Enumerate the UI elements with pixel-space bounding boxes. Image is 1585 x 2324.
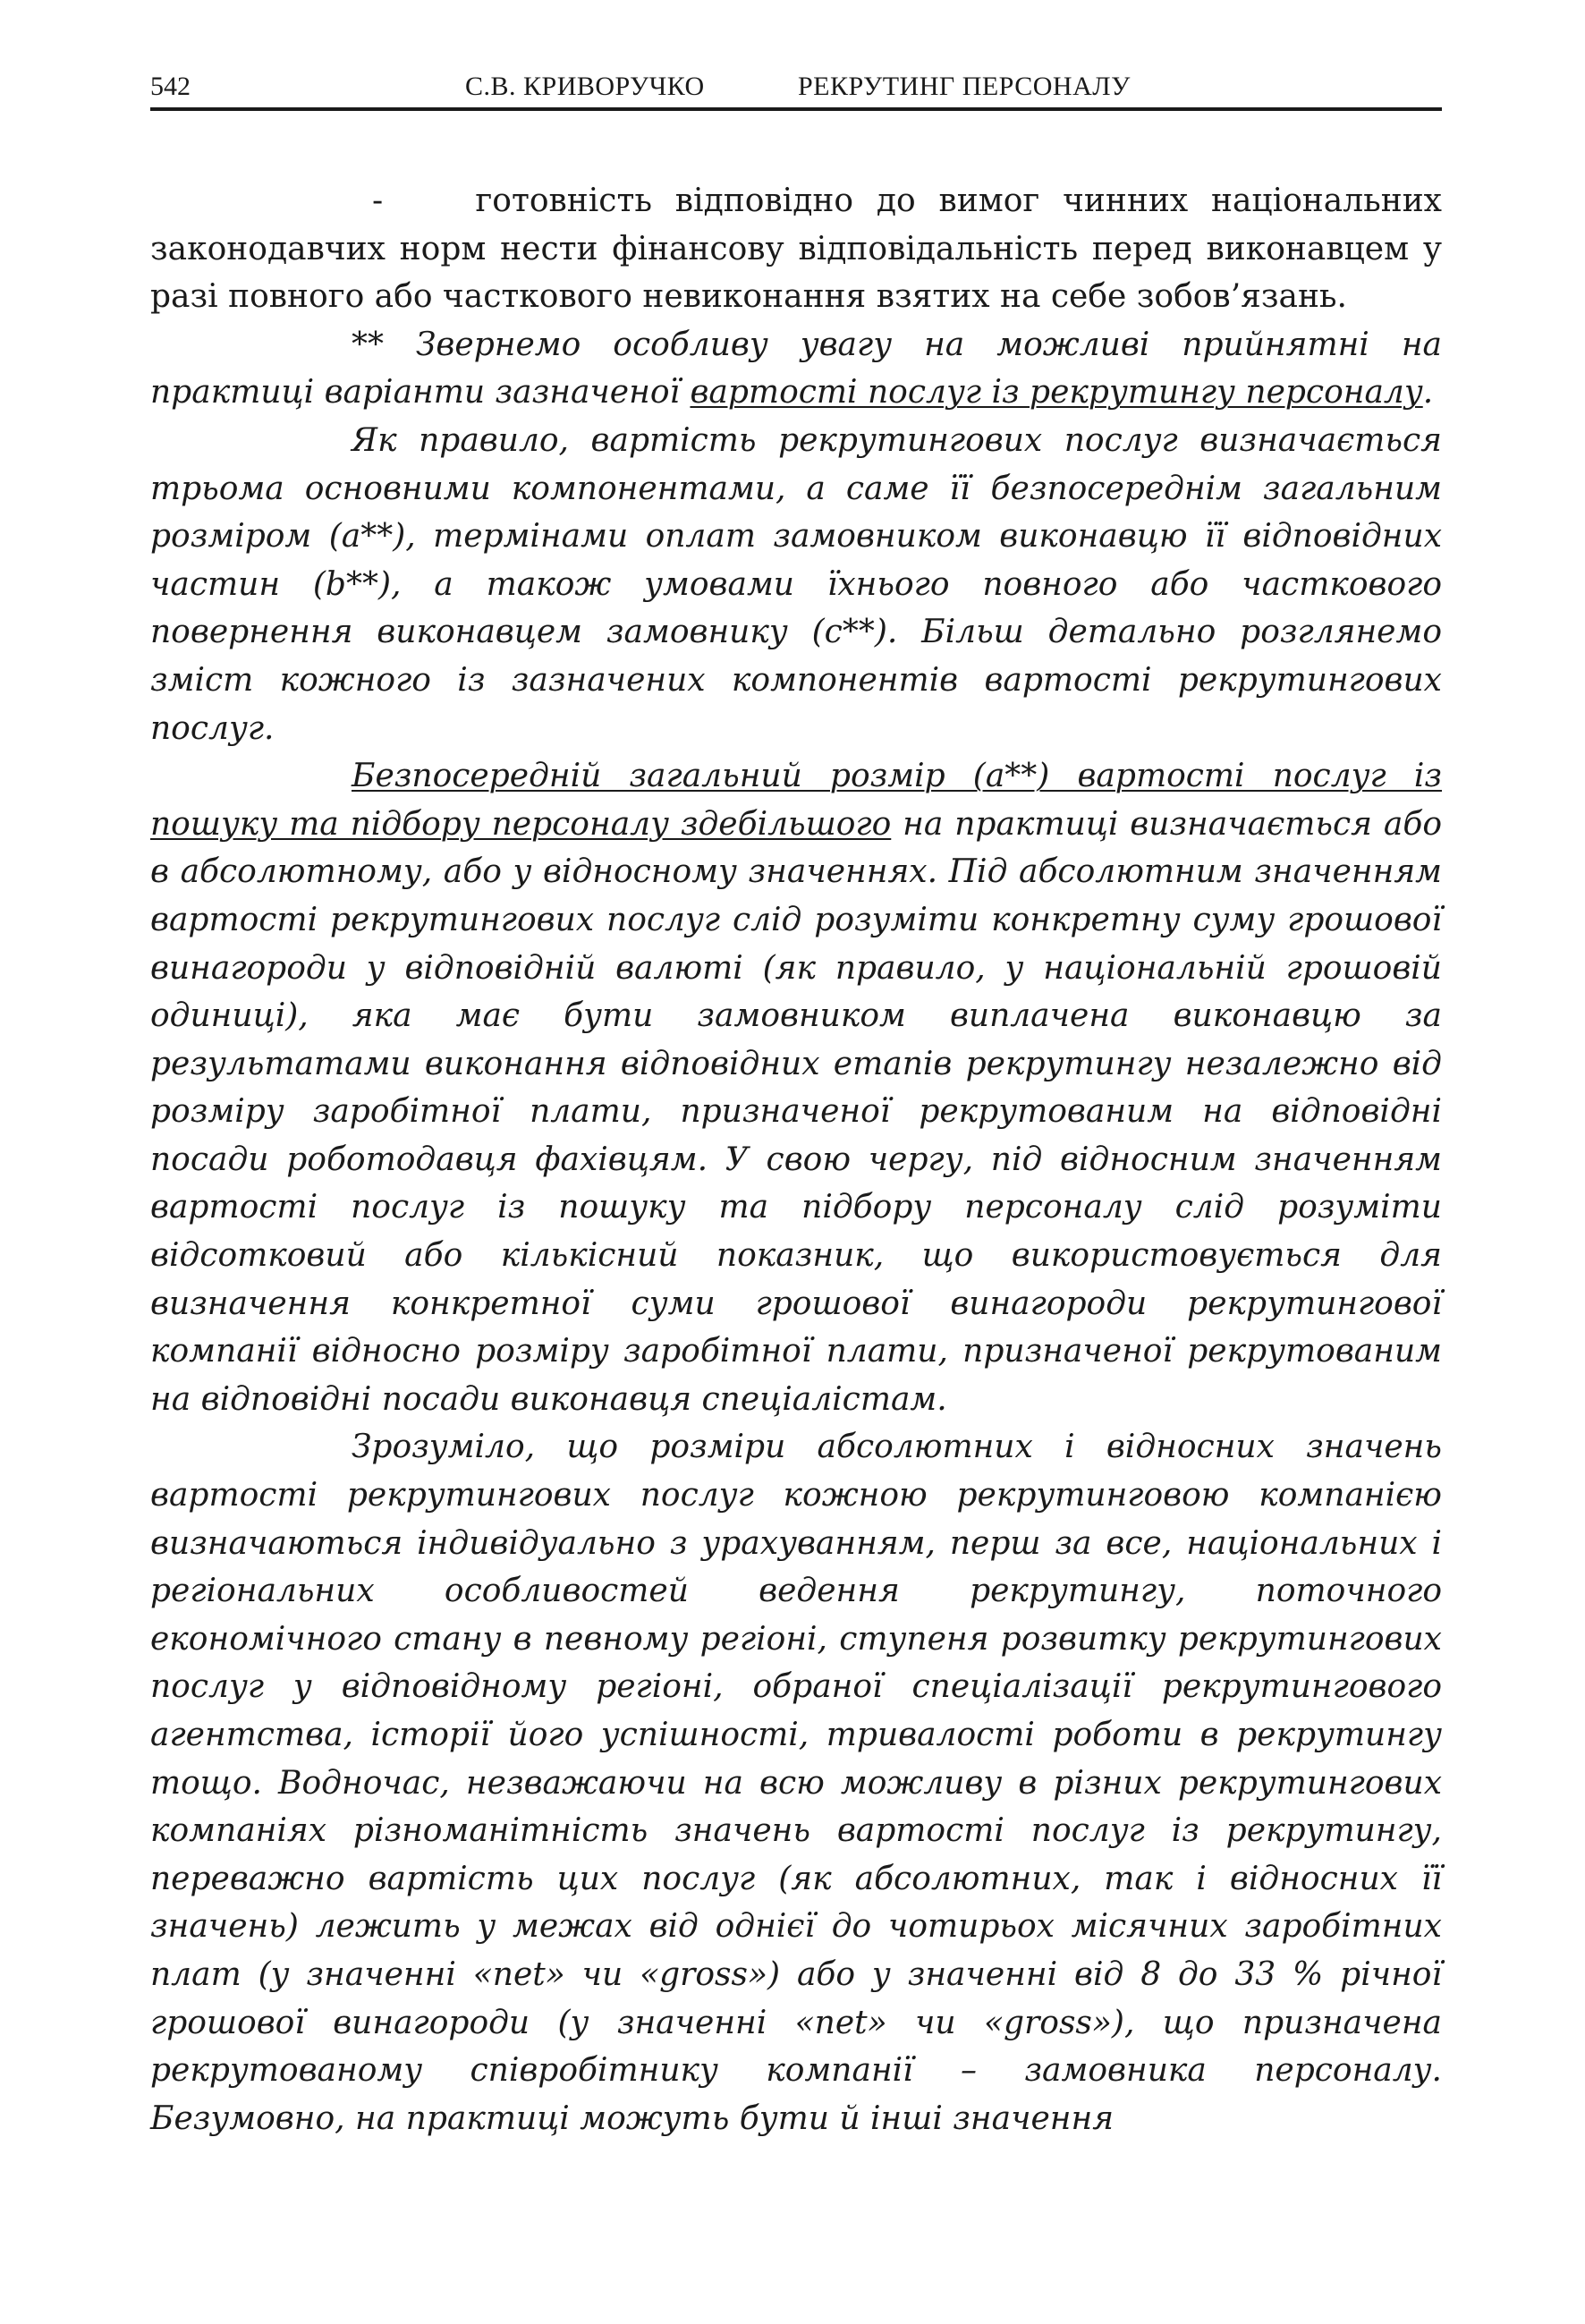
header-title: РЕКРУТИНГ ПЕРСОНАЛУ [798, 72, 1131, 101]
paragraph-bullet [150, 177, 1442, 321]
underlined-term: Безпосередній загальний розмір (а**) вартості послуг із пошуку та підбору персоналу здебільшого [150, 758, 1442, 843]
bullet-dash: - [372, 182, 384, 219]
note-lead: ** Звернемо особливу увагу на можливі прийнятні на практиці варіанти зазначеної [150, 326, 1442, 411]
header-rule [150, 107, 1442, 111]
body-text [150, 177, 1442, 2142]
page-number: 542 [150, 72, 191, 101]
paragraph-note [150, 321, 1442, 417]
running-header [150, 64, 1442, 109]
bullet-text: готовність відповідно до вимог чинних національних законодавчих норм нести фінансову відповідальність перед виконавцем у разі повного або часткового невиконання взятих на себе зобов’язань. [150, 182, 1442, 316]
note-underlined: вартості послуг із рекрутингу персоналу [690, 374, 1423, 411]
paragraph-rest: на практиці визначається або в абсолютному, або у відносному значеннях. Під абсолютним значенням вартості рекрутингових послуг слід розуміти конкретну суму грошової винагороди у відповідній валюті (як правило, у національній грошовій одиниці), яка має бути замовником виплачена виконавцю за результатами виконання відповідних етапів рекрутингу незалежно від розміру заробітної плати, призначеної рекрутованим на відповідні посади роботодавця фахівцям. У свою чергу, під відносним значенням вартості послуг із пошуку та підбору персоналу слід розуміти відсотковий або кількісний показник, що використовується для визначення конкретної суми грошової винагороди рекрутингової компанії відносно розміру заробітної плати, призначеної рекрутованим на відповідні посади виконавця спеціалістам. [150, 805, 1442, 1418]
paragraph-absolute-relative [150, 752, 1442, 1423]
paragraph-pricing-range: Зрозуміло, що розміри абсолютних і відносних значень вартості рекрутингових послуг кожною рекрутинговою компанією визначаються індивідуально з урахуванням, перш за все, національних і регіональних особливостей ведення рекрутингу, поточного економічного стану в певному регіоні, ступеня розвитку рекрутингових послуг у відповідному регіоні, обраної спеціалізації рекрутингового агентства, історії його успішності, тривалості роботи в рекрутингу тощо. Водночас, незважаючи на всю можливу в різних рекрутингових компаніях різноманітність значень вартості послуг із рекрутингу, переважно вартість цих послуг (як абсолютних, так і відносних її значень) лежить у межах від однієї до чотирьох місячних заробітних плат (у значенні «net» чи «gross») або у значенні від 8 до 33 % річної грошової винагороди (у значенні «net» чи «gross»), що призначена рекрутованому співробітнику компанії – замовника персоналу. Безумовно, на практиці можуть бути й інші значення [150, 1429, 1442, 2137]
paragraph-components: Як правило, вартість рекрутингових послуг визначається трьома основними компонентами, а саме її безпосереднім загальним розміром (а**), термінами оплат замовником виконавцю її відповідних частин (b**), а також умовами їхнього повного або часткового повернення виконавцем замовнику (c**). Більш детально розглянемо зміст кожного із зазначених компонентів вартості рекрутингових послуг. [150, 421, 1442, 747]
note-end: . [1422, 374, 1434, 411]
header-author: С.В. КРИВОРУЧКО [465, 72, 705, 101]
